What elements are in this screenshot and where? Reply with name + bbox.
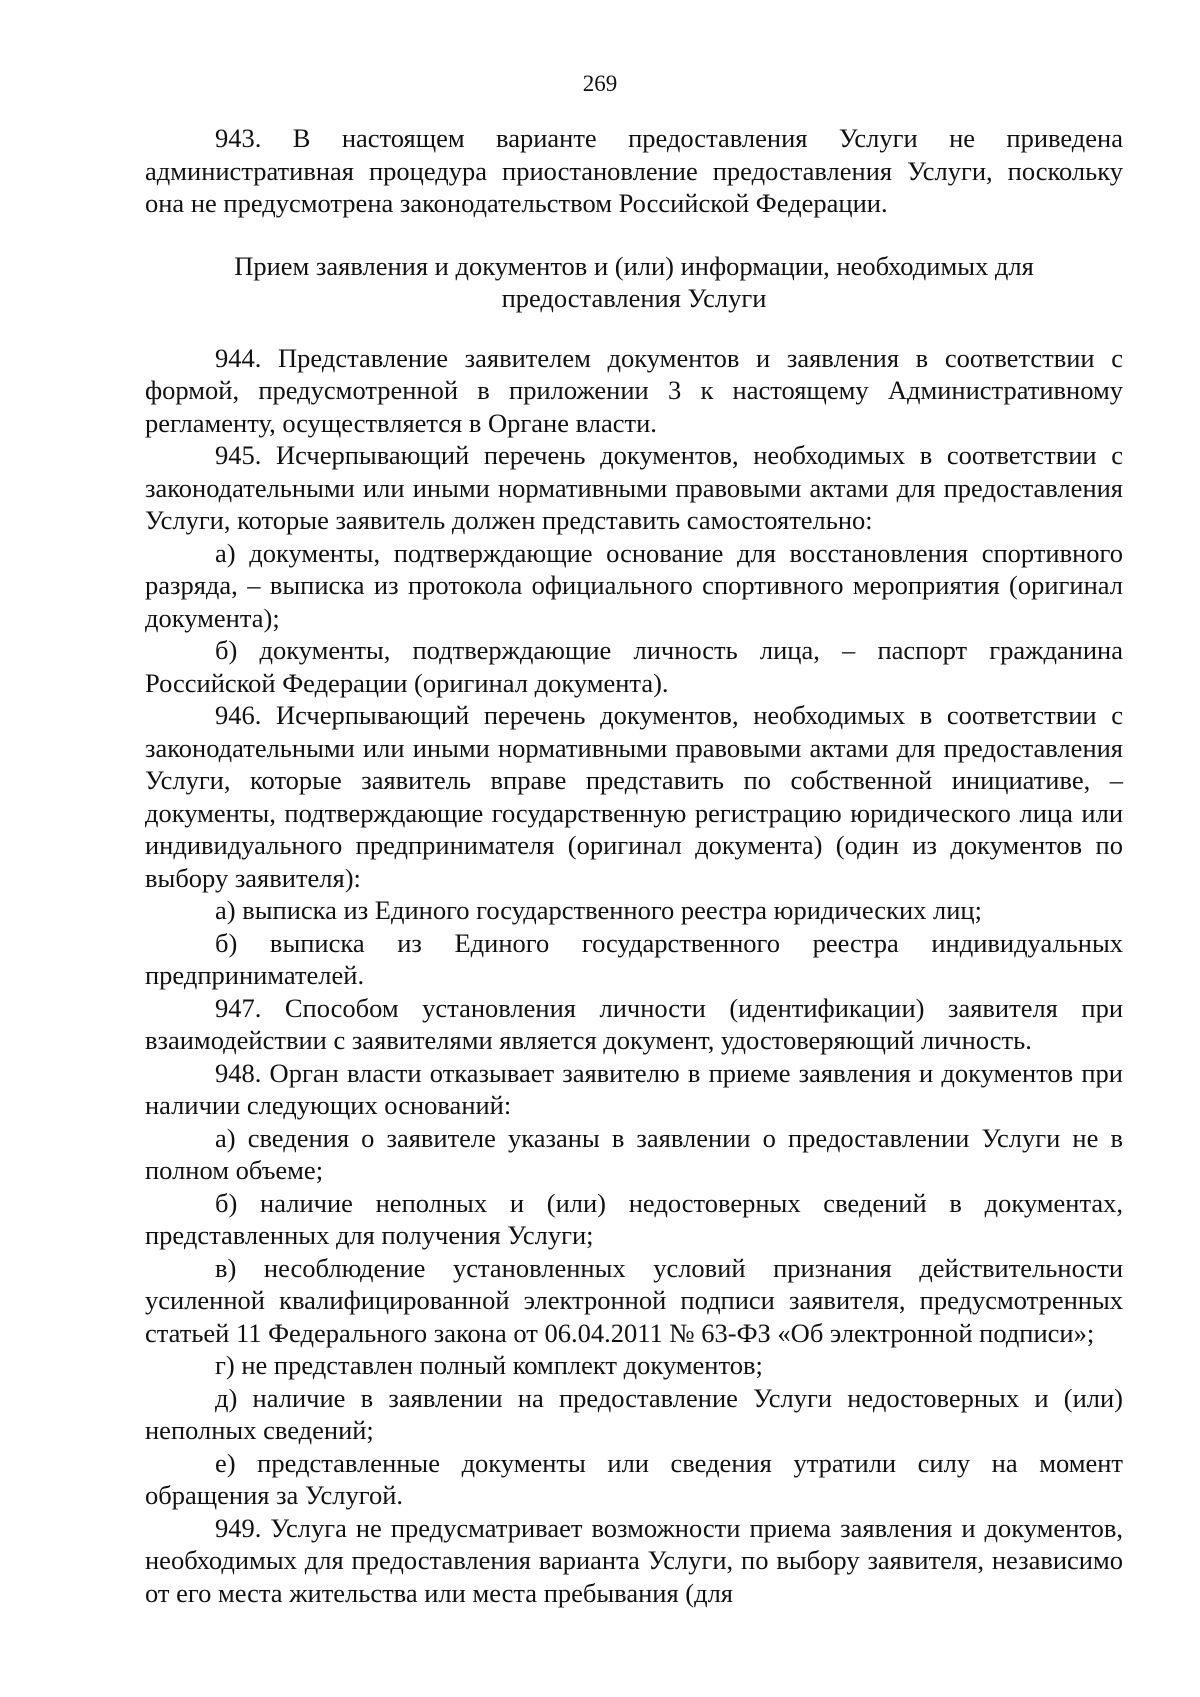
paragraph-946-a: а) выписка из Единого государственного реестра юридических лиц;	[215, 895, 982, 925]
page-number: 269	[582, 71, 618, 96]
paragraph-945-a: а) документы, подтверждающие основание для восстановления спортивного разряда, – выписка из протокола официального спортивного мероприятия (оригинал документа);	[145, 537, 1123, 633]
document-body	[145, 122, 1123, 1609]
paragraph-947: 947. Способом установления личности (идентификации) заявителя при взаимодействии с заявителями является документ, удостоверяющий личность.	[145, 992, 1123, 1055]
paragraph-944: 944. Представление заявителем документов и заявления в соответствии с формой, предусмотренной в приложении 3 к настоящему Административному регламенту, осуществляется в Органе власти.	[145, 342, 1123, 438]
paragraph-943: 943. В настоящем варианте предоставления Услуги не приведена административная процедура приостановление предоставления Услуги, поскольку она не предусмотрена законодательством Российской Федерации.	[145, 123, 1123, 218]
paragraph-948: 948. Орган власти отказывает заявителю в приеме заявления и документов при наличии следующих оснований:	[145, 1057, 1123, 1120]
paragraph-948-a: а) сведения о заявителе указаны в заявлении о предоставлении Услуги не в полном объеме;	[145, 1122, 1123, 1185]
paragraph-946: 946. Исчерпывающий перечень документов, необходимых в соответствии с законодательными или иными нормативными правовыми актами для предоставления Услуги, которые заявитель вправе представить по собственной инициативе, – документы, подтверждающие государственную регистрацию юридического лица или индивидуального предпринимателя (оригинал документа) (один из документов по выбору заявителя):	[145, 700, 1123, 893]
paragraph-949: 949. Услуга не предусматривает возможности приема заявления и документов, необходимых для предоставления варианта Услуги, по выбору заявителя, независимо от его места жительства или места пребывания (для	[145, 1512, 1123, 1608]
paragraph-948-v: в) несоблюдение установленных условий признания действительности усиленной квалифицированной электронной подписи заявителя, предусмотренных статьей 11 Федерального закона от 06.04.2011 № 63-ФЗ «Об электронной подписи»;	[145, 1252, 1123, 1348]
paragraph-946-b: б) выписка из Единого государственного реестра индивидуальных предпринимателей.	[145, 927, 1123, 990]
section-heading: Прием заявления и документов и (или) информации, необходимых для предоставления Услуги	[234, 250, 1034, 313]
paragraph-945: 945. Исчерпывающий перечень документов, необходимых в соответствии с законодательными или иными нормативными правовыми актами для предоставления Услуги, которые заявитель должен представить самостоятельно:	[145, 440, 1123, 535]
paragraph-945-b: б) документы, подтверждающие личность лица, – паспорт гражданина Российской Федерации (оригинал документа).	[145, 635, 1123, 698]
paragraph-948-b: б) наличие неполных и (или) недостоверных сведений в документах, представленных для получения Услуги;	[145, 1187, 1123, 1250]
paragraph-948-d: д) наличие в заявлении на предоставление Услуги недостоверных и (или) неполных сведений;	[145, 1382, 1123, 1445]
paragraph-948-g: г) не представлен полный комплект документов;	[215, 1350, 763, 1380]
paragraph-948-e: е) представленные документы или сведения утратили силу на момент обращения за Услугой.	[145, 1447, 1123, 1510]
